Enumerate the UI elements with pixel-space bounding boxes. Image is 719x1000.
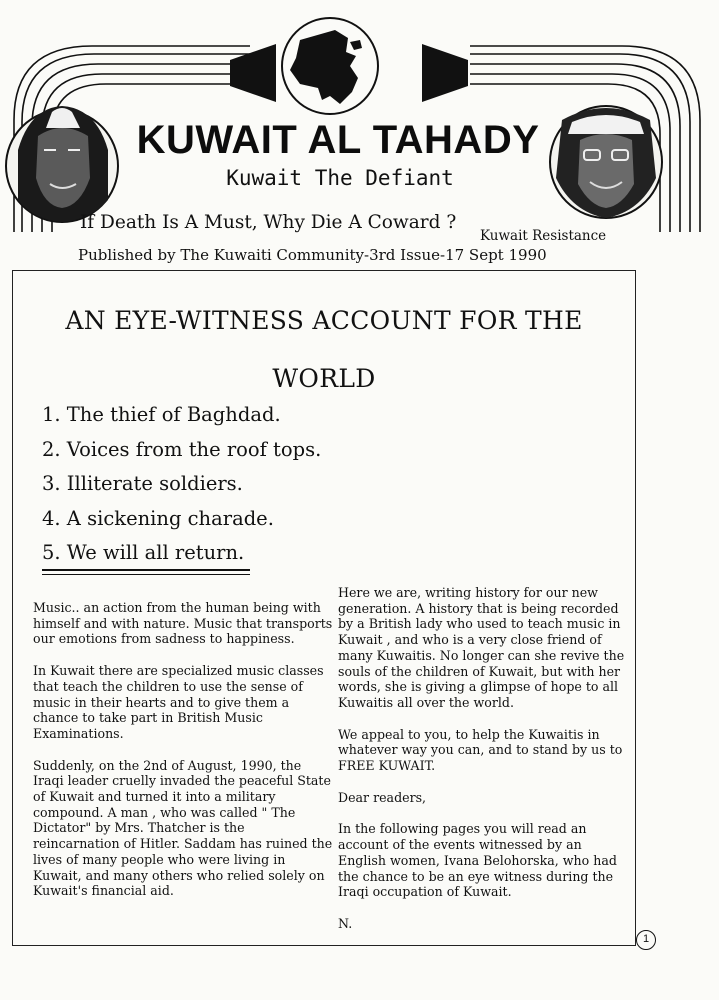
- portrait-right-icon: [550, 106, 662, 218]
- right-wedge: [422, 44, 468, 102]
- paragraph: Music.. an action from the human being with himself and with nature. Music that transports our emotions from sadness to happiness.: [33, 600, 333, 647]
- motto-credit: Kuwait Resistance: [480, 228, 607, 244]
- masthead-subtitle: Kuwait The Defiant: [226, 166, 454, 190]
- contents-divider: [42, 569, 250, 575]
- page-number: 1: [636, 930, 656, 950]
- contents-item: 5. We will all return.: [42, 541, 245, 564]
- publication-line: Published by The Kuwaiti Community-3rd Issue-17 Sept 1990: [78, 246, 547, 264]
- paragraph: In Kuwait there are specialized music classes that teach the children to use the sense of music in their hearts and to give them a chance to take part in British Music Examinations.: [33, 663, 324, 741]
- paragraph: Here we are, writing history for our new generation. A history that is being recorded by a British lady who used to teach music in Kuwait , and who is a very close friend of many Kuwaitis. No longer can she revive the souls of the children of Kuwait, but with her words, she is giving a glimpse of hope to all Kuwaitis all over the world.: [338, 585, 625, 710]
- left-column: [33, 600, 333, 915]
- paragraph: Suddenly, on the 2nd of August, 1990, the Iraqi leader cruelly invaded the peaceful State of Kuwait and turned it into a military compound. A man , who was called " The Dictator" by Mrs. Thatcher is the reincarnation of Hitler. Saddam has ruined the lives of many people who were living in Kuwait, and many others who relied solely on Kuwait's financial aid.: [33, 757, 333, 899]
- masthead-title: KUWAIT AL TAHADY: [136, 118, 540, 162]
- contents-item: 3. Illiterate soldiers.: [42, 472, 243, 495]
- salutation: Dear readers,: [338, 789, 427, 805]
- contents-list: [42, 398, 321, 571]
- left-wedge: [230, 44, 276, 102]
- right-column: [338, 585, 630, 948]
- kuwait-map-emblem-icon: [282, 18, 378, 114]
- contents-item: 2. Voices from the roof tops.: [42, 437, 322, 461]
- masthead-motto: If Death Is A Must, Why Die A Coward ?: [80, 212, 457, 233]
- contents-item: 1. The thief of Baghdad.: [42, 403, 281, 426]
- paragraph: In the following pages you will read an account of the events witnessed by an English women, Ivana Belohorska, who had the chance to be an eye witness during the Iraqi occupation of Kuwait.: [338, 821, 617, 900]
- contents-item: 4. A sickening charade.: [42, 506, 274, 530]
- article-headline: AN EYE-WITNESS ACCOUNT FOR THE WORLD: [65, 306, 583, 393]
- paragraph: We appeal to you, to help the Kuwaitis in whatever way you can, and to stand by us to FREE KUWAIT.: [338, 726, 623, 774]
- signature: N.: [338, 915, 353, 931]
